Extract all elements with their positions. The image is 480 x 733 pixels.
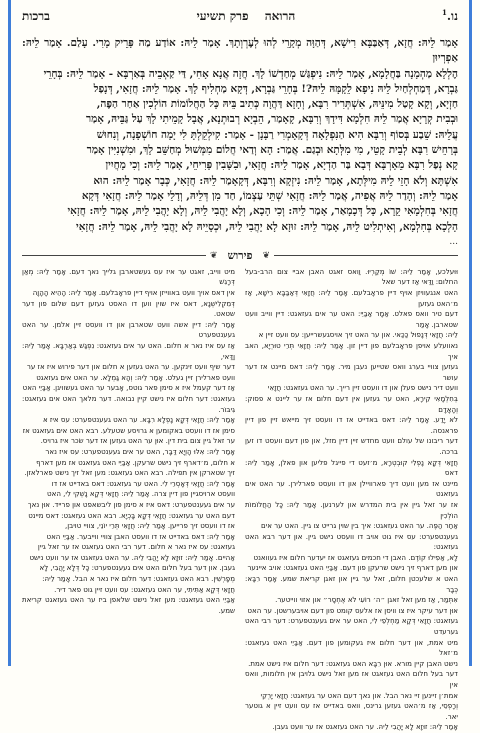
commentary-line: וועסט ארויסגיין פון דיין צרה. אָמַר לֵיהּ: חֲזָאִי דְּקָא נָשְׁקִי לִי, האט (47, 489, 235, 499)
commentary-columns (22, 267, 458, 733)
commentary-line: חֲזָאִי דְּקָא אַתִּיתִי, ער האט געזאגט: עס וועט זיין גוט פאר דיר. (54, 584, 235, 594)
commentary-line: זיך שטארקן אין תפילה. רבא האט געזאגט: מען זאל זיך נישט פארלאזן. (24, 468, 235, 478)
gemara-line: אָמַר לֵיהּ: חֲזָא, דְּאַבַּבָּא רִישָׁא, דְּהַוָּה מְקָרֵי לְהוּ לְעֶרְוְתָךְ. אָמַר לֵיהּ: אוֹדַע מַה פָּרֵיק מָרִי. עָלַם. אָמַר לֵיהּ: אַפְרְיוּן (22, 37, 458, 65)
divider-rule (22, 255, 206, 256)
gemara-line: גַּבְרָא, דְּמַחְלְחַיִל לֵיהּ נִיפָא לֵקָמָּהּ לֵיהּ?! בְּחָרֵי גַּבְרָא, דְּקָא מַחְלִיף לָךְ. אָמַר לֵיהּ: חֲזָאִי, דְּנָפַל (93, 82, 458, 95)
folio-number: נו.$^1$ (441, 8, 458, 23)
commentary-line: נאוועלע אויפן פראָבלעם פון דיין זון. אָמַר לֵיהּ: חֲזָאִי תְּרֵי טוּרְיָא, האב איך (245, 341, 458, 361)
gemara-line: אִשְׁתָּא וְלֹא חָזֵי לֵיהּ מִילְּתָא, אָמַר לֵיהּ: נִיזְקָא וְרִבָּא, דְּקָאָמַר לֵיהּ: חֲזָאִי, כְּבָר אָמַר לֵיהּ: הוּא (93, 174, 458, 187)
commentary-line: מיט אמת, און דער חלום איז געקומען פון דעם. אַבַּיֵי האט געזאגט: מ׳זאל (245, 637, 458, 658)
commentary-line: געבן. און דער בעל חלום האט אים געענטפערט: כָּל דְּלָא יָהֲבִי, לָא (39, 563, 235, 573)
commentary-line: אָמַר לֵיהּ: זוּזָא לָא יָהֲבִי לֵיהּ. ער האט געזאגט אז ער וועט געבן. (272, 722, 458, 732)
commentary-column-right (245, 267, 458, 733)
chapter-number: פרק תשיעי (196, 9, 249, 23)
commentary-line: אַבַּיֵי האט געזאגט: מען זאל נישט שלאפן ביז ער האט געזאגט קריאת שמע. (22, 595, 235, 615)
commentary-line: אַחַר הַפֶּה. ער האט געזאגט: איך בין שוין גרייט צו גיין. האט ער אים (260, 521, 458, 531)
commentary-title: פירוש (227, 249, 253, 263)
divider-rule (274, 255, 458, 256)
gemara-line: חֲזָאִי בְּחִלְמָאִי קֵרָא, כָּל דְּכָמָאַר, אָמַר לֵיהּ: וְכִי הָכָא, וְלָא יָהֲבִי לֵיהּ, וְלָא יָהֲבִי לֵיהּ, אָמַר לֵיהּ: חֲזָאִי (67, 205, 458, 218)
commentary-line: דער בעל חלום האט געזאגט אז מען זאל נישט גלויבן אין חלומות, וואס אין (245, 669, 458, 690)
commentary-divider (22, 249, 458, 263)
commentary-line: אַהיים. אָמַר לֵיהּ: זוּזָא לָא יָהֲבִי לֵיהּ. ער האט געזאגט אז ער וועט נישט (29, 552, 235, 562)
commentary-line: נישט האבן קיין מורא. אוּן רִבָּא האט געזאגט: דער חלום איז נישט אמת. (248, 658, 458, 668)
commentary-line: געזאגט: עס איז נאר א חלום. דער רבי האט געזאגט אז ער זאל גיין (37, 542, 235, 552)
commentary-line: אַז עס איז נאר א חלום. האט ער אים געזאגט: נִפְגַּשׁ בְּאַרְבָּא. אָמַר לֵיהּ: וַדַּאי, (22, 341, 235, 361)
commentary-line: אָמַר לֵיהּ: אִלּוּ הָוְיָא דַּבָּר, האט ער אים געענטפערט: עס איז נאר (45, 446, 235, 456)
commentary-line: אָמַר לֵיהּ: חֲזָאִי דְּאָסְרֵי לִי. האט ער געזאגט: דאס באדייט אז דו (51, 478, 235, 488)
commentary-line: אָמַר לֵיהּ: דאס באדייט אז דו וועסט האבן צוויי ווייבער. אַבַּיֵי האט (46, 531, 235, 541)
commentary-line: געענטפערט: עס איז גוט אויב דו וועסט נישט גיין. און דער רבא האט געזאגט: (245, 531, 458, 552)
commentary-line: האט א שלעכטן חלום, זאל ער גיין און זאגן קריאת שמע. אָמַר רִבָּא: כְּבָר (245, 574, 458, 594)
commentary-line: וְרָפְסֵי, אַז מ׳האט געזען גרינס, וואס באדייט אז עס וועט זיין א גוטער יאר. (245, 701, 458, 721)
commentary-line: בְּחִלְמָאִי קֵירָא, האט ער געזען אין דעם חלום אז ער ליינט א פסוק: וְהָאָדָם (245, 393, 458, 414)
commentary-line: מיינט אז מען וועט דיך פארוויילן און דו וועסט פארלירן. ער האט אים געזאגט (245, 478, 458, 499)
continuation-marker: ... (449, 236, 458, 247)
gemara-line: הָלְכָא בְּחִלְמָא, וְאִיתְלִיט לֵיהּ, אָמַר לֵיהּ: זוּזָא לָא יָהֲבִי לֵיהּ, וּכְסָיֵיהּ לָא יָהֲבִי לֵיהּ, אָמַר לֵיהּ: חֲזָאִי (76, 220, 458, 233)
commentary-line: און מען דארף זיך נישט שרעקן פון דעם. אַבַּיֵי האט געזאגט: אויב איינער (247, 563, 458, 573)
commentary-line: דער ריבונו של עולם וועט מחדש זיין דיין מזל, און פון דעם וועסט דו זען ברכה. (245, 436, 458, 456)
commentary-line: דעם טיר וואס פאלט. אַמָר אַבַּיֵי: האט ער אים געזאגט: דיין ווייב וועט שטארבן. אָמַר (245, 309, 458, 329)
gemara-line: חַזְיָא, וְקָא קָטַל מִינֵּיהּ, אִשְׁתְּרִיר רִבָּא, וְחָזָא דַּהֲוָה כְּתִיב בֵּיהּ כָּל הַחֲלוֹמוֹת הוֹלְכִין אַחַר הַפֶּה, (96, 98, 458, 111)
gemara-line: בְּרָחֵישׁ רִבָּא לְבֵית קָטֵי, מִי מִלְּתָא וּבְגַם. אֲמַר: הָא וְדַאי חֲלוֹם מִמְּשׁוּל מְחַשֵּׁב לָךְ, וּמִשְׁנִיִּין אָמַר (86, 144, 458, 157)
page-edge-left (8, 0, 11, 666)
commentary-line: וועט דיר נישט פעלן און דו וועסט זיין רייך. ער האט געזאגט: חֲזָאִי (267, 383, 458, 393)
commentary-line: ער אים געענטפערט: דאס איז א סימן פון ליבשאפט און פרייד. אוּן נאך (27, 499, 235, 509)
tractate-name: ברכות (22, 9, 50, 23)
commentary-line: דער שיף וועט זינקען. ער האט געזען א חלום און דער פירוש איז אז ער (26, 362, 235, 372)
commentary-line: מְפָרְשִׁין. רבא האט געזאגט: דער חלום איז נאר א הבל. אָמַר לֵיהּ: (42, 574, 235, 584)
commentary-line: דְּמִקְלִישְׁנָא, דאס איז שוין ווען דו האסט געזען דעם שלום פון דער שטאט. (22, 298, 235, 319)
commentary-line: אז דו וועסט זיך פרייען. אָמַר לֵיהּ: חֲזָאִי תְּרֵי יוֹנֵי, צוויי טויבן, (64, 521, 235, 531)
header-center (50, 9, 442, 24)
commentary-line: אין דאס אויך וועט באווייזן אויף דיין פראָבלעם. אָמַר לֵיהּ: הָהֵיא הָהָוָה (32, 288, 235, 298)
ornament-icon: ❦ (262, 250, 270, 261)
commentary-line: געזאגט: דער חלום איז נישט קיין נבואה. דער מלאך האט אים געזאגט: גִּיבּוֹר. (22, 393, 235, 414)
gemara-line: קָא נְפַל רִבָּא מֵאָרְבָּא דְּבָא בַּר הַדְיָא, אָמַר לֵיהּ: חֲזָאִי, וּבִשָּׁבִין פָּרִיחֵי, אָמַר לֵיהּ: וְכִי מָחֲיִין (105, 159, 458, 172)
ornament-icon: ❦ (210, 250, 218, 261)
commentary-line: וּוּעלכע, אָמַר לֵיהּ: שׁוֹ מְקַרְיוּ. וַואס זאגט האבן אביי צום הרב-בעל החלום: וַדַּאי אַז דער שאל (245, 266, 458, 287)
commentary-line: געזאגט: חֲזָאִי דְּקָא מַחְלְפֵי לִי, האט ער אים געענטפערט: דער רבי האט גערעדט (245, 616, 458, 637)
page-header (22, 8, 458, 30)
commentary-line: אמת׳ן זיינען זיי נאר הבל. און נאך דעם האט ער געזאגט: חֲזָאִי יָרְקֵי (260, 690, 458, 700)
gemara-text (22, 36, 458, 235)
commentary-line: א חלום, מ׳דארף זיך נישט שרעקן. אַבַּיֵי האט געזאגט אז מען דארף (36, 457, 235, 467)
commentary-line: דעם האט ער געזאגט: חֲזָאִי דְּקָא בָּכְיָא. רבא האט געזאגט: דאס מיינט (28, 510, 235, 520)
gemara-line: הֶלְלָא מַהְמָנָה בַּחֲלָמָא, אָמַר לֵיהּ: נִיפְגַּשׁ מְחַדְשׁוֹ לָךְ. חֲזָה אֲנָא אָחִי, דַּי קַאְבֵיה בְּאַרְבָּא - אָמַר לֵיהּ: בְּחָרֵי (43, 67, 458, 80)
commentary-line: מיט ווייב, זאגט ער איז עס געשטארבן גלייך נאך דעם. אָמַר לֵיהּ: מְאַן דְּרָגִשׁ (22, 266, 235, 287)
commentary-line: אָמַר לֵיהּ: דיין אשה וועט שטארבן און דו וועסט זיין אלמן. ער האט געענטפערט (22, 319, 235, 340)
commentary-line: אַז דער קעמל איז א סימן פאר גוטס, אָבער ער האט געשוויגן. אַבַּיֵי האט (22, 383, 235, 393)
commentary-line: אִתְּמַר, אַז מען זאל זאגן ״ה׳ רוֹעִי לֹא אֶחְסָר״ און אזוי ווייטער. (275, 595, 458, 605)
commentary-column-left (22, 267, 235, 733)
commentary-line: געזען צוויי בערג וואס שטייען נעבן מיר. אָמַר לֵיהּ: דאס מיינט אז דער עושר (245, 362, 458, 382)
commentary-line: לָא, אַפִילוּ קוֹדֶם. האבן די חכמים געזאגט אז יעדער חלום איז געוואנט (253, 552, 458, 562)
commentary-line: אז ער זאל גיין אין בית המדרש און לערנען. אָמַר לֵיהּ: כָּל הַחֲלוֹמוֹת הוֹלְכִין (245, 499, 458, 520)
commentary-line: סימן אז דו וועסט באקומען א גרויסע שטעלע. רבא האט אים געזאגט אז (22, 425, 235, 435)
commentary-line: האט אנגעוויזן אויף דיין פראָבלעם. אָמַר לֵיהּ: חֲזָאִי דְּאַבַּבָּא רִישָׁא, אַז מ׳האט געזען (245, 288, 458, 308)
gemara-line: עֲלֵיהּ: שֵׁבַע בְּסוֹף וְרִבָּא הִיא הַנִּפְלָאָה דְּקָאָמְרִי רַבָּנָן - אָמַר: קִילְקֵלְתָּ לִי יָמָה חוֹשְׁפָנָה, וְנִחוּשׁ (96, 128, 458, 141)
commentary-line: חֲזָאִי דְּקָא נָפְלִי קוּבְטְרָא, מ׳זעט די פייגל פליען און פאלן, אָמַר לֵיהּ: דאס (245, 457, 458, 478)
commentary-line: לֵיהּ: חֲזָאִי דְּנָפוּל כַּכַּאי. און ער האט זיך אויסגעשרייען: עס וועט זיין א (258, 330, 458, 340)
commentary-line: אוּן דער עיקר איז צו וויסן אז אלעס קומט פון דעם אויבערשטן. ער האט (247, 605, 458, 615)
page-edge-right (469, 0, 472, 666)
chapter-name: הרואה (264, 9, 296, 23)
commentary-line: ער זאל גיין צום בית דין. אוּן ער האט געזען אז דער שׂכר איז גרויס. (40, 436, 235, 446)
commentary-line: אָמַר לֵיהּ: חֲזָאִי דְּקָא נָפְלָא רִבָּא. ער האט געענטפערט: עס איז א (42, 415, 235, 425)
commentary-line: לֹא יָדַע. אָמַר לֵיהּ: דאס באדייט אז דו וועסט זיך מייאש זיין פון דיין פראנסה. (245, 415, 458, 435)
commentary-line: וועט פארלירן זיין געלט. אָמַר לֵיהּ: וְהָא גַּמְלָא. ער האט אים געזאגט (36, 372, 235, 382)
gemara-line: וּבְבִית קְרָיָא אֲמַר לֵיהּ חִלְמָא דִּידָךְ וְרִבָּא, קָאָמַר, הֵבְיָא רְבוּתְנָא, אֲבָל קָמֵיתִי לָךְ עַל גַּבֵּיהּ, אָמַר (86, 113, 458, 126)
gemara-line: אָמַר לֵיהּ: וְהָדַר לֵיהּ אֲפִיה, אֲמַר לֵיהּ: חֲזָאִי שְׁתֵּי עַצְמוֹ, חַד מִן דְּלֵיהּ, וְדָלֵי אָמַר לֵיהּ: חֲזָאִי דְּקָא (81, 189, 458, 202)
